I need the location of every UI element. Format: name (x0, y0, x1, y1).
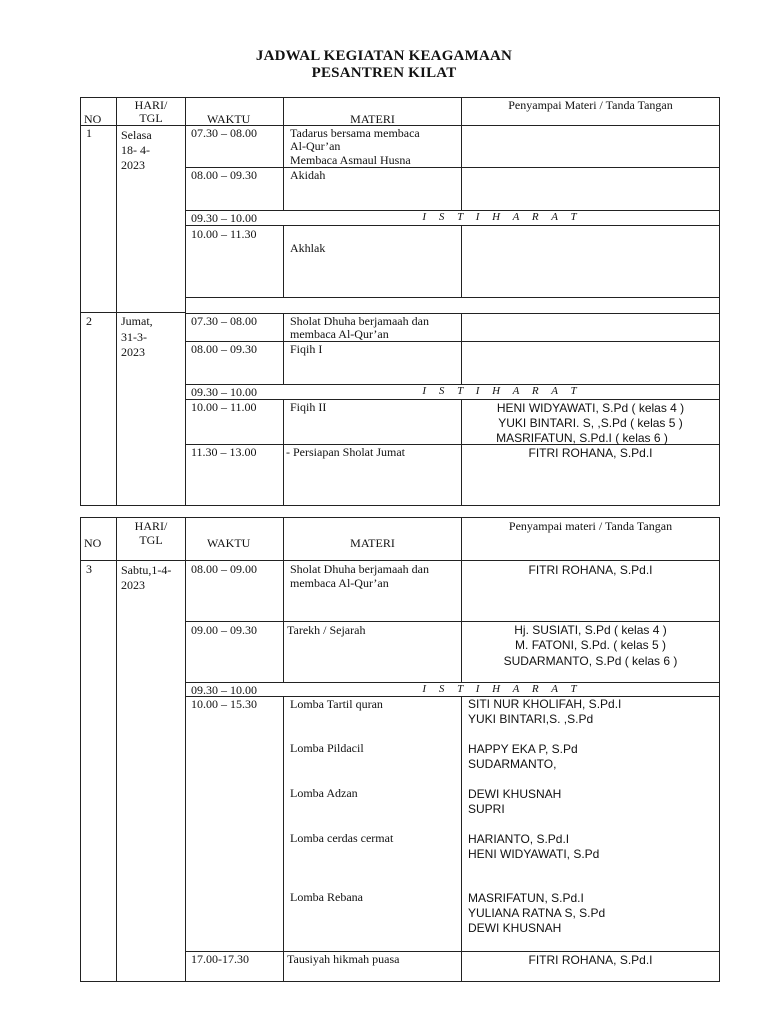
materi-text: membaca Al-Qur’an (290, 576, 389, 590)
time-slot: 08.00 – 09.00 (191, 562, 257, 576)
break-label: I S T I H A R A T (422, 683, 582, 695)
day-name: Sabtu,1-4- (121, 563, 172, 577)
day-number: 1 (86, 126, 92, 140)
day-year: 2023 (121, 578, 145, 592)
penyampai-name: DEWI KHUSNAH (468, 921, 562, 935)
penyampai-name: DEWI KHUSNAH (468, 787, 562, 801)
header-no: NO (84, 536, 102, 550)
lomba-name: Lomba Rebana (290, 890, 363, 904)
penyampai-name: SUDARMANTO, (468, 757, 557, 771)
penyampai-name: FITRI ROHANA, S.Pd.I (528, 563, 653, 577)
time-slot: 09.30 – 10.00 (191, 683, 257, 697)
time-slot: 17.00-17.30 (191, 952, 249, 966)
header-materi: MATERI (350, 112, 395, 126)
materi-text: Tadarus bersama membaca (290, 126, 420, 140)
day-year: 2023 (121, 158, 145, 172)
time-slot: 10.00 – 15.30 (191, 697, 257, 711)
penyampai-name: YUKI BINTARI. S, ,S.Pd ( kelas 5 ) (498, 416, 683, 430)
penyampai-name: YUKI BINTARI,S. ,S.Pd (468, 712, 594, 726)
time-slot: 07.30 – 08.00 (191, 126, 257, 140)
materi-text: - Persiapan Sholat Jumat (286, 445, 405, 459)
header-waktu: WAKTU (207, 112, 251, 126)
header-penyampai: Penyampai materi / Tanda Tangan (508, 519, 673, 533)
time-slot: 10.00 – 11.00 (191, 400, 257, 414)
break-label: I S T I H A R A T (422, 385, 582, 397)
penyampai-name: M. FATONI, S.Pd. ( kelas 5 ) (515, 638, 666, 652)
materi-text: Fiqih I (290, 342, 323, 356)
penyampai-name: FITRI ROHANA, S.Pd.I (528, 953, 653, 967)
penyampai-name: HENI WIDYAWATI, S.Pd ( kelas 4 ) (496, 401, 685, 415)
day-name: Selasa (121, 128, 152, 142)
penyampai-name: SUDARMANTO, S.Pd ( kelas 6 ) (503, 654, 678, 668)
time-slot: 09.30 – 10.00 (191, 211, 257, 225)
lomba-name: Lomba Tartil quran (290, 697, 383, 711)
materi-text: Membaca Asmaul Husna (290, 153, 411, 167)
materi-text: membaca Al-Qur’an (290, 327, 389, 341)
time-slot: 07.30 – 08.00 (191, 314, 257, 328)
materi-text: Al-Qur’an (290, 139, 341, 153)
header-hari: HARI/ (134, 519, 168, 533)
materi-text: Sholat Dhuha berjamaah dan (290, 314, 429, 328)
header-hari: HARI/ (134, 98, 168, 112)
header-tgl: TGL (139, 533, 163, 547)
time-slot: 10.00 – 11.30 (191, 227, 257, 241)
header-no: NO (84, 112, 102, 126)
materi-text: Akidah (290, 168, 326, 182)
penyampai-name: SUPRI (468, 802, 505, 816)
materi-text: Akhlak (290, 241, 326, 255)
penyampai-name: HARIANTO, S.Pd.I (468, 832, 570, 846)
day-year: 2023 (121, 345, 145, 359)
document-title: JADWAL KEGIATAN KEAGAMAAN (255, 48, 513, 64)
penyampai-name: FITRI ROHANA, S.Pd.I (528, 446, 653, 460)
lomba-name: Lomba Adzan (290, 786, 358, 800)
materi-text: Tausiyah hikmah puasa (287, 952, 400, 966)
penyampai-name: MASRIFATUN, S.Pd.I ( kelas 6 ) (496, 431, 668, 445)
time-slot: 08.00 – 09.30 (191, 342, 257, 356)
penyampai-name: SITI NUR KHOLIFAH, S.Pd.I (468, 697, 622, 711)
day-date: 31-3- (121, 330, 147, 344)
materi-text: Sholat Dhuha berjamaah dan (290, 562, 429, 576)
header-waktu: WAKTU (207, 536, 251, 550)
header-penyampai: Penyampai Materi / Tanda Tangan (508, 98, 673, 112)
header-materi: MATERI (350, 536, 395, 550)
day-name: Jumat, (121, 314, 153, 328)
penyampai-name: MASRIFATUN, S.Pd.I (468, 891, 584, 905)
day-number: 3 (86, 562, 92, 576)
time-slot: 08.00 – 09.30 (191, 168, 257, 182)
penyampai-name: YULIANA RATNA S, S.Pd (468, 906, 606, 920)
materi-text: Fiqih II (290, 400, 327, 414)
penyampai-name: HAPPY EKA P, S.Pd (468, 742, 578, 756)
header-tgl: TGL (139, 111, 163, 125)
materi-text: Tarekh / Sejarah (287, 623, 366, 637)
time-slot: 09.00 – 09.30 (191, 623, 257, 637)
penyampai-name: HENI WIDYAWATI, S.Pd (468, 847, 600, 861)
day-date: 18- 4- (121, 143, 150, 157)
time-slot: 09.30 – 10.00 (191, 385, 257, 399)
lomba-name: Lomba cerdas cermat (290, 831, 394, 845)
penyampai-name: Hj. SUSIATI, S.Pd ( kelas 4 ) (514, 623, 667, 637)
day-number: 2 (86, 314, 92, 328)
time-slot: 11.30 – 13.00 (191, 445, 257, 459)
lomba-name: Lomba Pildacil (290, 741, 364, 755)
document-subtitle: PESANTREN KILAT (311, 65, 457, 81)
break-label: I S T I H A R A T (422, 211, 582, 223)
